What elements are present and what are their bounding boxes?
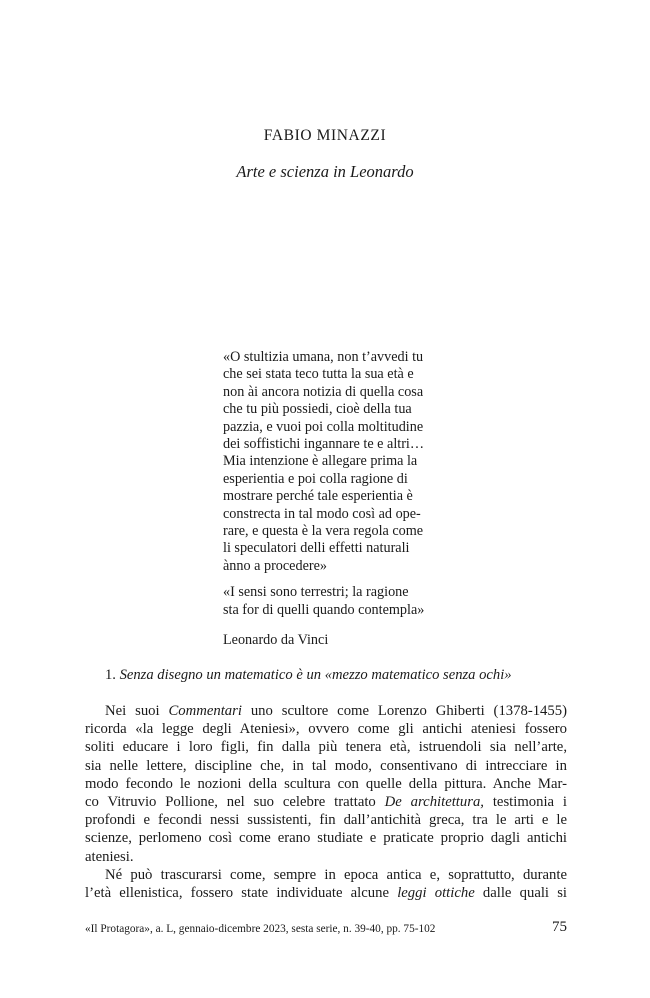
section-heading <box>105 667 512 684</box>
epigraph-quote-1 <box>223 349 463 575</box>
italic-term: Commentari <box>168 703 242 719</box>
paragraph-1 <box>85 702 567 866</box>
epigraph-attribution: Leonardo da Vinci <box>223 632 329 649</box>
text-segment: soliti educare i loro figli, fin dalla più tenera età, istruendoli sia nell’arte, <box>85 739 567 756</box>
paragraph-2 <box>85 866 567 902</box>
epigraph-line: sta for di quelli quando contempla» <box>223 601 425 618</box>
section-number: 1. <box>105 667 116 683</box>
text-line <box>85 702 567 720</box>
text-segment: l’età ellenistica, fossero state individuate alcune <box>85 884 398 901</box>
text-line <box>85 775 567 793</box>
epigraph-line: pazzia, e vuoi poi colla moltitudine <box>223 418 424 435</box>
epigraph-line: mostrare perché tale esperientia è <box>223 488 413 505</box>
text-line <box>85 757 567 775</box>
epigraph-line: esperientia e poi colla ragione di <box>223 470 408 487</box>
epigraph-line: non ài ancora notizia di quella cosa <box>223 383 424 400</box>
text-segment: Nei suoi <box>105 703 169 719</box>
epigraph-line: ànno a procedere» <box>223 557 327 574</box>
text-segment: testimonia i <box>483 793 568 810</box>
footer-citation: «Il Protagora», a. L, gennaio-dicembre 2023, sesta serie, n. 39-40, pp. 75-102 <box>85 923 436 935</box>
epigraph-line: rare, e questa è la vera regola come <box>223 523 424 540</box>
italic-term: De architettura, <box>384 793 484 810</box>
article-title: Arte e scienza in Leonardo <box>236 162 414 181</box>
text-segment: sia nelle lettere, discipline che, in tal modo, consentivano di intrecciare in <box>85 757 567 774</box>
italic-term: leggi ottiche <box>397 884 475 901</box>
text-line <box>85 738 567 756</box>
text-segment: Né può trascurarsi come, sempre in epoca antica e, soprattutto, durante <box>105 866 567 883</box>
article-author: FABIO MINAZZI <box>263 127 387 144</box>
text-segment: ateniesi. <box>85 848 134 865</box>
text-line <box>85 866 567 884</box>
text-line <box>85 793 567 811</box>
epigraph-line: Mia intenzione è allegare prima la <box>223 453 418 470</box>
epigraph-line: constrecta in tal modo così ad ope- <box>223 505 421 522</box>
epigraph-line: «I sensi sono terrestri; la ragione <box>223 584 409 601</box>
text-segment: dalle quali si <box>474 884 567 901</box>
page-number: 75 <box>552 919 567 935</box>
text-line <box>85 848 567 866</box>
text-line <box>85 811 567 829</box>
text-segment: scienze, perlomeno così come erano studiate e praticate proprio dagli antichi <box>85 830 567 847</box>
text-segment: uno scultore come Lorenzo Ghiberti (1378-1455) <box>241 703 567 719</box>
epigraph-line: li speculatori delli effetti naturali <box>223 540 410 557</box>
text-line <box>85 720 567 738</box>
epigraph-line: dei soffistichi ingannare te e altri… <box>223 436 425 453</box>
epigraph-line: che tu più possiedi, cioè della tua <box>223 401 412 418</box>
text-line <box>85 829 567 847</box>
text-segment: co Vitruvio Pollione, nel suo celebre trattato <box>85 793 385 810</box>
body-text <box>85 702 567 902</box>
epigraph <box>223 349 463 650</box>
epigraph-line: «O stultizia umana, non t’avvedi tu <box>223 349 424 365</box>
text-segment: modo fecondo le nozioni della scultura con quelle della pittura. Anche Mar- <box>85 775 567 792</box>
text-line <box>85 884 567 902</box>
text-segment: profondi e fecondi nessi sussistenti, fin dall’antichità greca, tra le arti e le <box>85 812 567 829</box>
epigraph-line: che sei stata teco tutta la sua età e <box>223 366 414 383</box>
section-title: Senza disegno un matematico è un «mezzo matematico senza ochi» <box>119 667 512 683</box>
text-segment: ricorda «la legge degli Ateniesi», ovvero come gli antichi ateniesi fossero <box>85 721 567 738</box>
epigraph-quote-2 <box>223 584 463 619</box>
